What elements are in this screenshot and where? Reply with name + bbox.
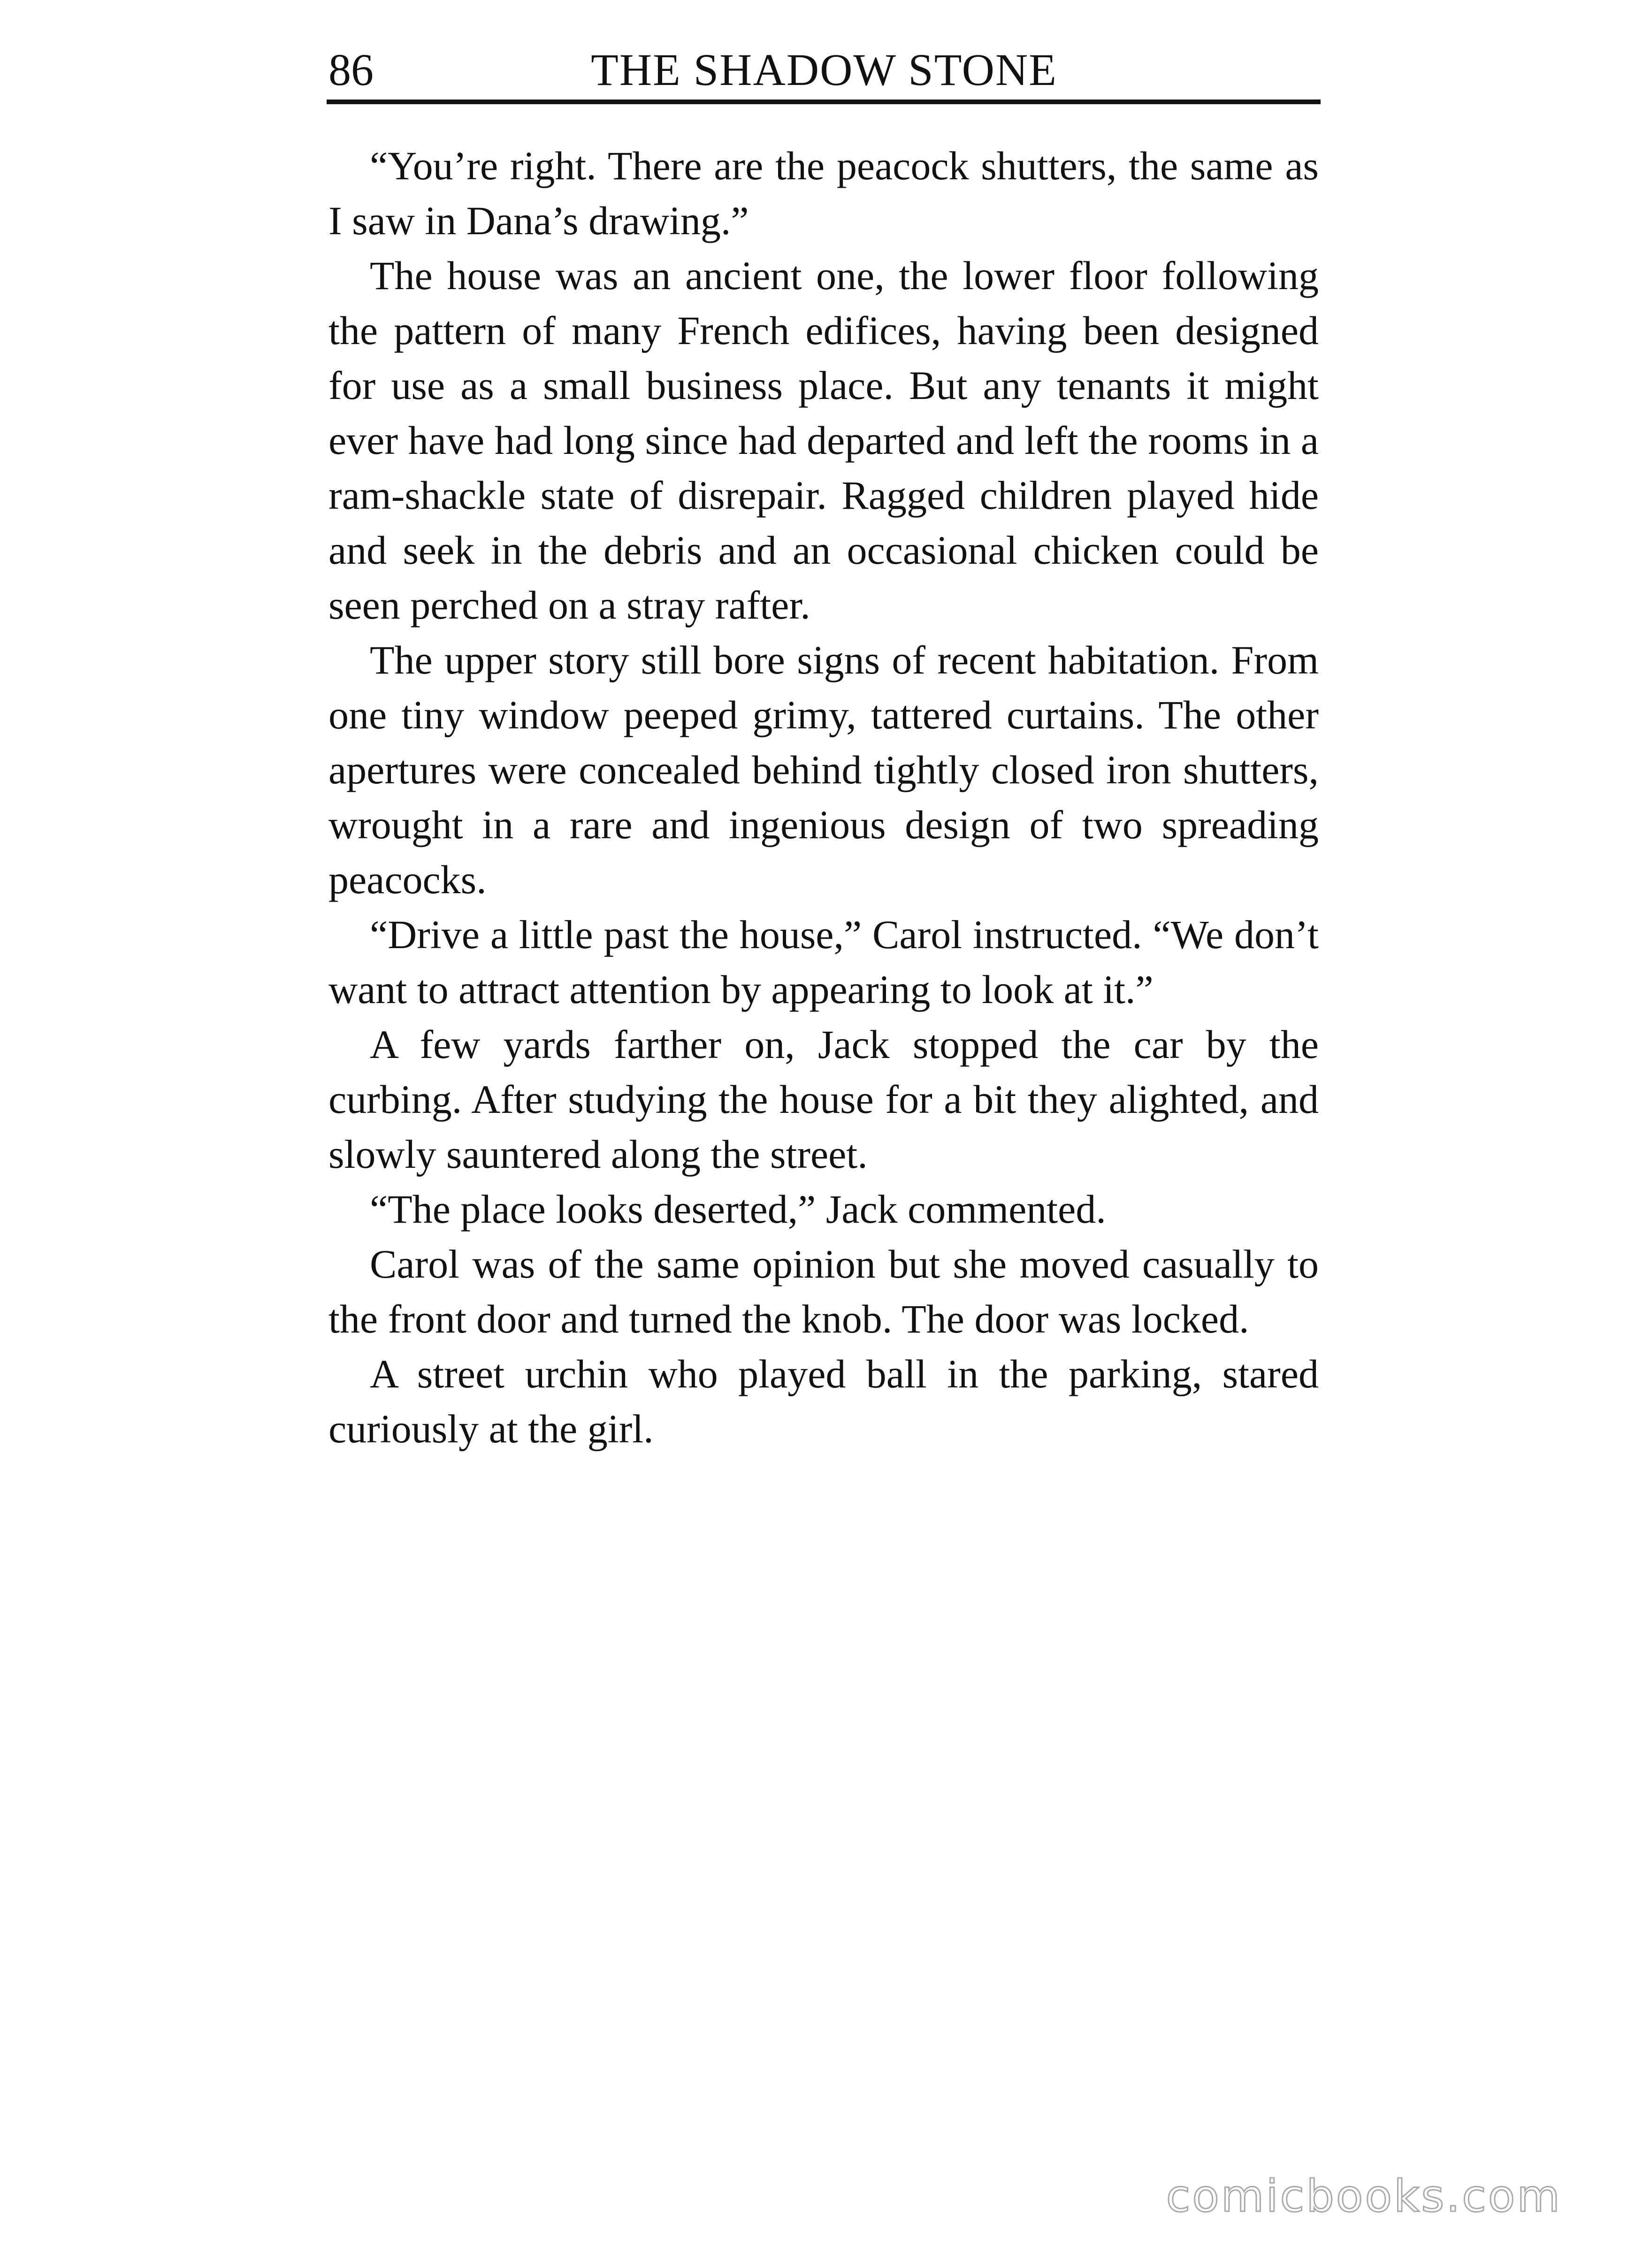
body-text [329,138,1319,1456]
page-header [329,42,1320,98]
paragraph: “You’re right. There are the peacock shutters, the same as I saw in Dana’s drawing.” [329,143,1319,243]
paragraph: A street urchin who played ball in the parking, stared curiously at the girl. [329,1351,1319,1451]
paragraph: A few yards farther on, Jack stopped the car by the curbing. After studying the house for a bit they alighted, and slowly sauntered along the street. [329,1022,1319,1177]
watermark: comicbooks.com [1166,2171,1562,2222]
paragraph: “Drive a little past the house,” Carol instructed. “We don’t want to attract attention by appearing to look at it.” [329,912,1319,1012]
page-number: 86 [329,45,374,95]
paragraph: The upper story still bore signs of recent habitation. From one tiny window peeped grimy, tattered curtains. The other apertures were concealed behind tightly closed iron shutters, wrought in a rare and ingenious design of two spreading peacocks. [329,637,1319,902]
paragraph: “The place looks deserted,” Jack commented. [370,1187,1106,1232]
running-title: THE SHADOW STONE [591,45,1057,95]
paragraph: The house was an ancient one, the lower floor following the pattern of many French edifices, having been designed for use as a small business place. But any tenants it might ever have had long since had departed and left the rooms in a ram-shackle state of disrepair. Ragged children played hide and seek in the debris and an occasional chicken could be seen perched on a stray rafter. [329,253,1319,628]
paragraph: Carol was of the same opinion but she moved casually to the front door and turned the knob. The door was locked. [329,1241,1319,1341]
header-rule [327,100,1321,104]
